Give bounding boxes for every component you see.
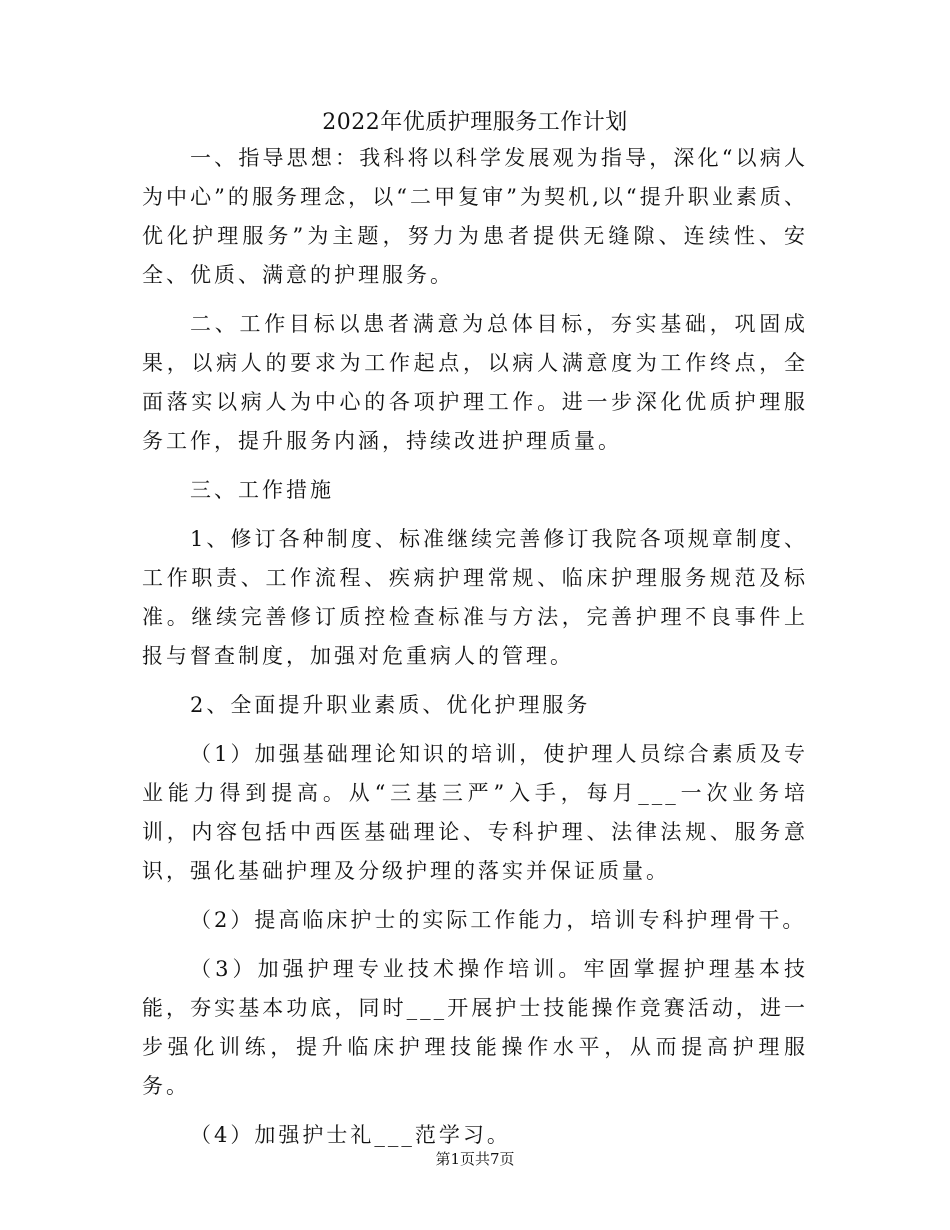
paragraph-work-goal: 二、工作目标以患者满意为总体目标，夯实基础，巩固成果，以病人的要求为工作起点，以病人满意度为工作终点，全面落实以病人为中心的各项护理工作。进一步深化优质护理服务工作，提升服务内涵，持续改进护理质量。 [142, 312, 808, 453]
document-body [142, 139, 808, 1165]
paragraph-measure-2-item-3: （3）加强护理专业技术操作培训。牢固掌握护理基本技能，夯实基本功底，同时___开展护士技能操作竞赛活动，进一步强化训练，提升临床护理技能操作水平，从而提高护理服务。 [142, 957, 808, 1098]
paragraph-measure-1: 1、修订各种制度、标准继续完善修订我院各项规章制度、工作职责、工作流程、疾病护理常规、临床护理服务规范及标准。继续完善修订质控检查标准与方法，完善护理不良事件上报与督查制度，加强对危重病人的管理。 [142, 527, 808, 668]
paragraph-measure-2-item-4: （4）加强护士礼___范学习。 [190, 1123, 511, 1147]
paragraph-measure-2-item-2: （2）提高临床护士的实际工作能力，培训专科护理骨干。 [190, 908, 807, 932]
paragraph-guiding-thought: 一、指导思想：我科将以科学发展观为指导，深化“以病人为中心”的服务理念，以“二甲复审”为契机,以“提升职业素质、优化护理服务”为主题，努力为患者提供无缝隙、连续性、安全、优质、满意的护理服务。 [142, 146, 808, 287]
paragraph-measure-2-item-1: （1）加强基础理论知识的培训，使护理人员综合素质及专业能力得到提高。从“三基三严”入手，每月___一次业务培训，内容包括中西医基础理论、专科护理、法律法规、服务意识，强化基础护理及分级护理的落实并保证质量。 [142, 742, 808, 883]
page-number-footer: 第1页共7页 [435, 1150, 515, 1168]
page-title: 2022年优质护理服务工作计划 [322, 110, 628, 135]
paragraph-measure-2-heading: 2、全面提升职业素质、优化护理服务 [190, 693, 591, 717]
paragraph-work-measures-heading: 三、工作措施 [190, 478, 334, 502]
